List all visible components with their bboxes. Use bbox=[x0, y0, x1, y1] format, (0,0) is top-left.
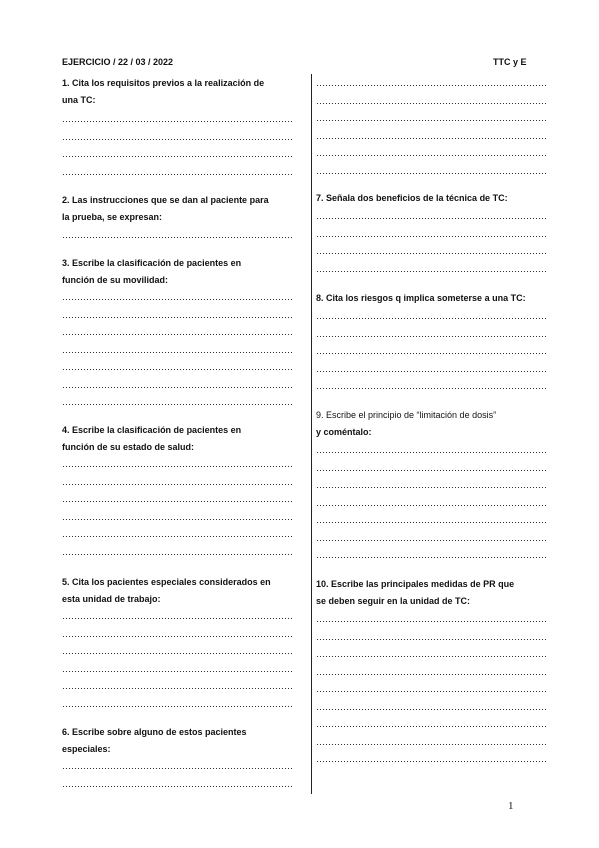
question-10-line-1: 10. Escribe las principales medidas de PR que bbox=[316, 579, 515, 589]
answer-line bbox=[316, 709, 548, 710]
question-9-line-2: y coméntalo: bbox=[316, 427, 372, 437]
answer-area-8 bbox=[316, 318, 548, 389]
answer-line bbox=[62, 636, 292, 637]
answer-line bbox=[62, 536, 292, 537]
answer-line bbox=[62, 768, 292, 769]
answer-line bbox=[316, 522, 548, 523]
question-6 bbox=[62, 724, 302, 758]
answer-line bbox=[316, 656, 548, 657]
answer-line bbox=[62, 554, 292, 555]
answer-area-6 bbox=[62, 768, 292, 787]
question-5 bbox=[62, 574, 307, 608]
answer-line bbox=[62, 706, 292, 707]
answer-line bbox=[62, 317, 292, 318]
answer-line bbox=[316, 761, 548, 762]
answer-line bbox=[62, 387, 292, 388]
exercise-date-header: EJERCICIO / 22 / 03 / 2022 bbox=[62, 57, 174, 67]
question-1-line-2: una TC: bbox=[62, 95, 96, 105]
answer-line bbox=[62, 369, 292, 370]
answer-line bbox=[62, 519, 292, 520]
question-8-line-1: 8. Cita los riesgos q implica someterse a una TC: bbox=[316, 293, 526, 303]
answer-line bbox=[62, 237, 292, 238]
question-7-line-1: 7. Señala dos beneficios de la técnica de TC: bbox=[316, 193, 508, 203]
answer-line bbox=[316, 218, 548, 219]
answer-line bbox=[62, 174, 292, 175]
answer-area-9 bbox=[316, 452, 548, 558]
question-2 bbox=[62, 192, 302, 226]
answer-line bbox=[62, 484, 292, 485]
question-10 bbox=[316, 576, 556, 610]
answer-line bbox=[62, 466, 292, 467]
question-9-line-1: 9. Escribe el principio de “limitación de dosis” bbox=[316, 410, 497, 420]
answer-line bbox=[62, 404, 292, 405]
answer-line bbox=[62, 653, 292, 654]
answer-area-2 bbox=[62, 237, 292, 238]
answer-line bbox=[316, 744, 548, 745]
answer-line bbox=[316, 557, 548, 558]
answer-area-4 bbox=[62, 466, 292, 555]
answer-line bbox=[316, 691, 548, 692]
answer-line bbox=[62, 156, 292, 157]
page-number: 1 bbox=[508, 800, 514, 812]
answer-line bbox=[316, 271, 548, 272]
question-10-line-2: se deben seguir en la unidad de TC: bbox=[316, 596, 471, 606]
question-2-line-2: la prueba, se expresan: bbox=[62, 212, 163, 222]
answer-line bbox=[316, 353, 548, 354]
question-1 bbox=[62, 75, 302, 109]
question-5-line-1: 5. Cita los pacientes especiales considerados en bbox=[62, 577, 271, 587]
answer-line bbox=[62, 352, 292, 353]
answer-line bbox=[316, 371, 548, 372]
question-4-line-1: 4. Escribe la clasificación de pacientes en bbox=[62, 425, 242, 435]
answer-line bbox=[316, 103, 548, 104]
answer-line bbox=[316, 236, 548, 237]
answer-line bbox=[316, 505, 548, 506]
answer-line bbox=[316, 470, 548, 471]
answer-line bbox=[316, 540, 548, 541]
question-6-line-2: especiales: bbox=[62, 744, 111, 754]
answer-line bbox=[316, 726, 548, 727]
question-9 bbox=[316, 407, 556, 441]
answer-line bbox=[316, 487, 548, 488]
answer-line bbox=[316, 155, 548, 156]
column-divider bbox=[311, 74, 312, 794]
question-6-line-1: 6. Escribe sobre alguno de estos pacientes bbox=[62, 727, 247, 737]
answer-line bbox=[316, 674, 548, 675]
question-3-line-1: 3. Escribe la clasificación de pacientes en bbox=[62, 258, 242, 268]
answer-line bbox=[62, 299, 292, 300]
answer-line bbox=[316, 452, 548, 453]
answer-line bbox=[62, 671, 292, 672]
question-5-line-2: esta unidad de trabajo: bbox=[62, 594, 161, 604]
answer-line bbox=[62, 688, 292, 689]
question-2-line-1: 2. Las instrucciones que se dan al paciente para bbox=[62, 195, 269, 205]
answer-line bbox=[62, 139, 292, 140]
answer-line bbox=[316, 388, 548, 389]
answer-line bbox=[316, 138, 548, 139]
answer-line bbox=[62, 121, 292, 122]
question-4-line-2: función de su estado de salud: bbox=[62, 442, 195, 452]
answer-line bbox=[316, 621, 548, 622]
question-3-line-2: función de su movilidad: bbox=[62, 275, 169, 285]
answer-line bbox=[316, 253, 548, 254]
course-header: TTC y E bbox=[493, 57, 527, 67]
answer-area-1-continued bbox=[316, 85, 548, 174]
answer-line bbox=[62, 618, 292, 619]
question-7 bbox=[316, 190, 556, 207]
question-8 bbox=[316, 290, 561, 307]
answer-area-10 bbox=[316, 621, 548, 762]
answer-line bbox=[316, 173, 548, 174]
answer-line bbox=[316, 120, 548, 121]
answer-area-1 bbox=[62, 121, 292, 175]
answer-line bbox=[62, 786, 292, 787]
answer-area-7 bbox=[316, 218, 548, 272]
question-1-line-1: 1. Cita los requisitos previos a la realización de bbox=[62, 78, 265, 88]
answer-line bbox=[316, 85, 548, 86]
answer-area-5 bbox=[62, 618, 292, 707]
answer-line bbox=[316, 639, 548, 640]
answer-area-3 bbox=[62, 299, 292, 405]
answer-line bbox=[62, 334, 292, 335]
answer-line bbox=[316, 336, 548, 337]
question-3 bbox=[62, 255, 302, 289]
question-4 bbox=[62, 422, 302, 456]
answer-line bbox=[316, 318, 548, 319]
answer-line bbox=[62, 501, 292, 502]
